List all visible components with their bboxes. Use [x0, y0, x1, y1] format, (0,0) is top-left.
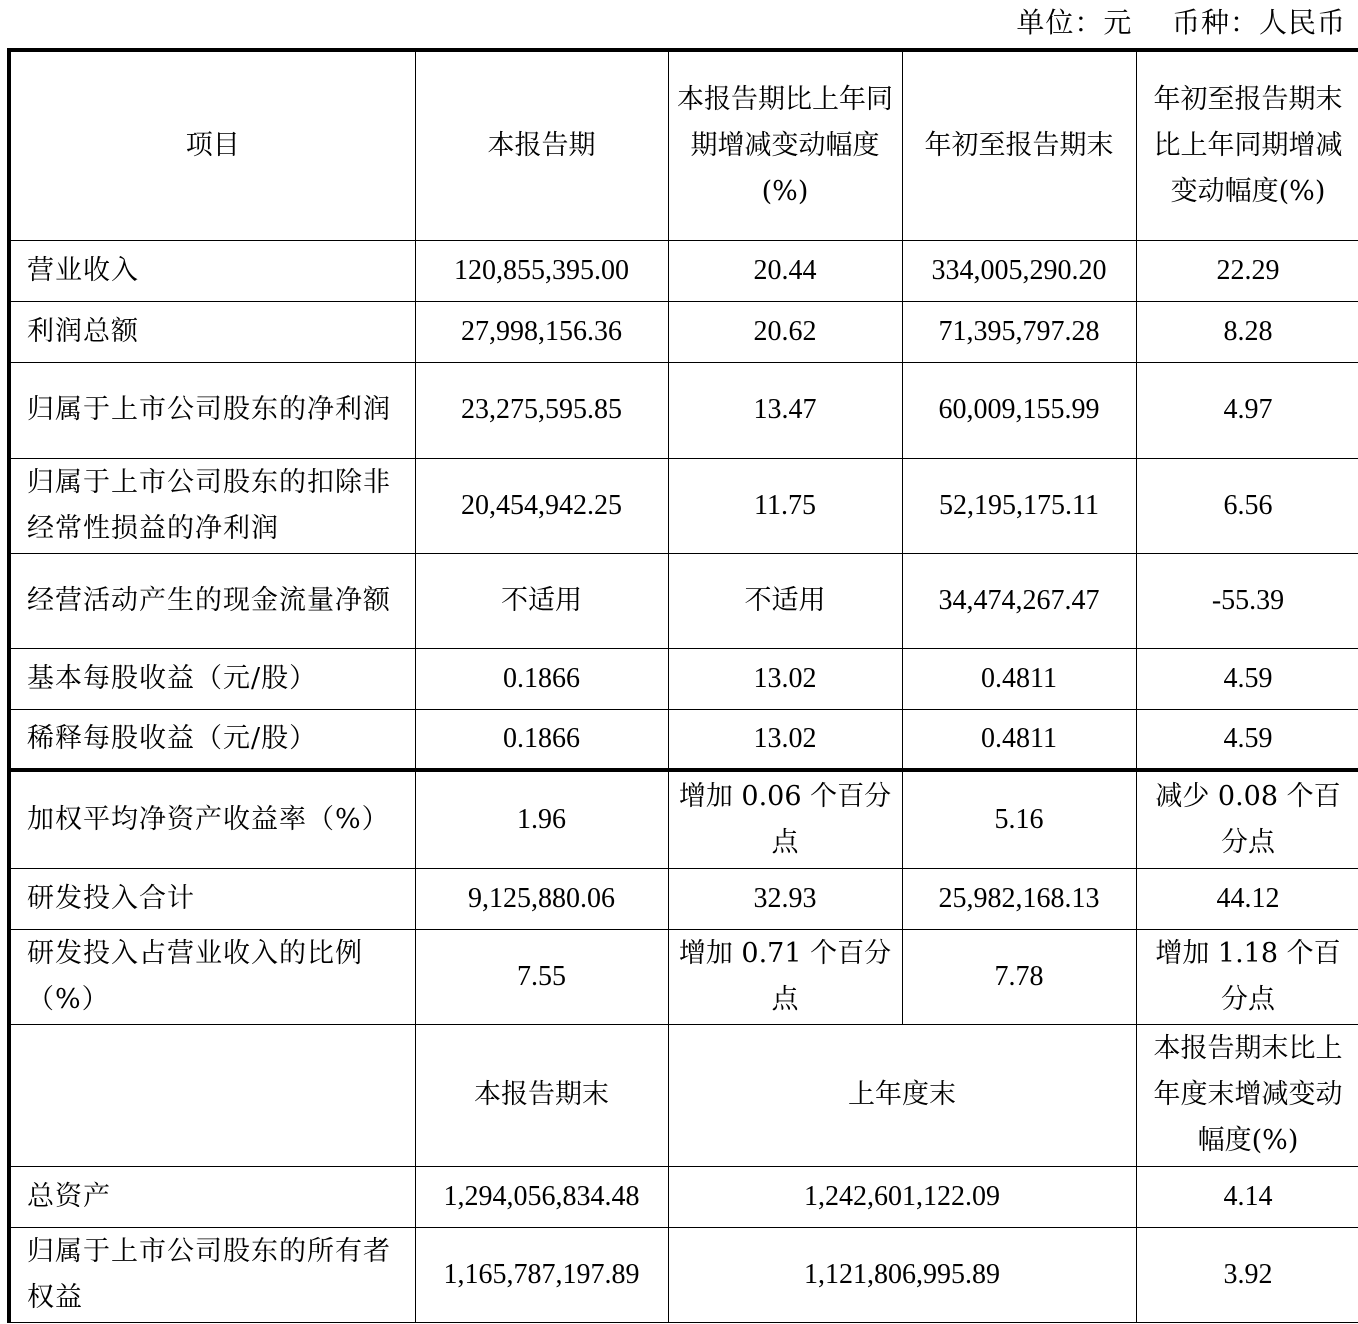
row-current: 7.55	[415, 929, 668, 1024]
row-ytd: 334,005,290.20	[902, 240, 1136, 301]
row-current-change: 不适用	[668, 553, 902, 648]
row-current: 0.1866	[415, 709, 668, 770]
header-current-change: 本报告期比上年同期增减变动幅度(%)	[668, 50, 902, 240]
row-current: 1.96	[415, 770, 668, 868]
row-ytd-change: 8.28	[1136, 301, 1358, 362]
balance-header-row	[9, 1024, 1358, 1166]
row-ytd-change: 22.29	[1136, 240, 1358, 301]
unit-currency-note: 单位：元 币种：人民币	[1016, 6, 1346, 39]
row-current-change: 增加 0.06 个百分点	[668, 770, 902, 868]
table-header-row	[9, 50, 1358, 240]
row-item: 营业收入	[9, 240, 415, 301]
balance-row-item: 总资产	[9, 1166, 415, 1227]
balance-row-change: 3.92	[1136, 1227, 1358, 1322]
row-current-change: 32.93	[668, 868, 902, 929]
row-current-change: 增加 0.71 个百分点	[668, 929, 902, 1024]
row-current: 9,125,880.06	[415, 868, 668, 929]
row-item: 利润总额	[9, 301, 415, 362]
header-current-period: 本报告期	[415, 50, 668, 240]
row-ytd-change: 44.12	[1136, 868, 1358, 929]
row-ytd: 5.16	[902, 770, 1136, 868]
row-ytd: 7.78	[902, 929, 1136, 1024]
table-row	[9, 240, 1358, 301]
row-item: 基本每股收益（元/股）	[9, 648, 415, 709]
row-ytd-change: 6.56	[1136, 458, 1358, 553]
row-item: 归属于上市公司股东的扣除非经常性损益的净利润	[9, 458, 415, 553]
row-item: 加权平均净资产收益率（%）	[9, 770, 415, 868]
balance-header-period-end: 本报告期末	[415, 1024, 668, 1166]
table-row	[9, 770, 1358, 868]
table-row	[9, 929, 1358, 1024]
row-ytd: 34,474,267.47	[902, 553, 1136, 648]
table-row	[9, 709, 1358, 770]
row-current-change: 20.44	[668, 240, 902, 301]
row-item: 研发投入占营业收入的比例（%）	[9, 929, 415, 1024]
row-ytd: 0.4811	[902, 709, 1136, 770]
row-current: 不适用	[415, 553, 668, 648]
row-ytd-change: 4.59	[1136, 709, 1358, 770]
table-row	[9, 1166, 1358, 1227]
balance-row-prev-year-end: 1,121,806,995.89	[668, 1227, 1136, 1322]
row-ytd: 25,982,168.13	[902, 868, 1136, 929]
balance-row-item: 归属于上市公司股东的所有者权益	[9, 1227, 415, 1322]
row-item: 研发投入合计	[9, 868, 415, 929]
balance-row-period-end: 1,294,056,834.48	[415, 1166, 668, 1227]
row-ytd-change: 4.59	[1136, 648, 1358, 709]
row-current: 120,855,395.00	[415, 240, 668, 301]
row-current-change: 13.02	[668, 709, 902, 770]
header-item: 项目	[9, 50, 415, 240]
row-ytd: 52,195,175.11	[902, 458, 1136, 553]
row-ytd-change: -55.39	[1136, 553, 1358, 648]
balance-header-change: 本报告期末比上年度末增减变动幅度(%)	[1136, 1024, 1358, 1166]
row-ytd-change: 减少 0.08 个百分点	[1136, 770, 1358, 868]
table-row	[9, 362, 1358, 458]
balance-row-prev-year-end: 1,242,601,122.09	[668, 1166, 1136, 1227]
table-row	[9, 648, 1358, 709]
row-ytd: 60,009,155.99	[902, 362, 1136, 458]
header-ytd-change: 年初至报告期末比上年同期增减变动幅度(%)	[1136, 50, 1358, 240]
table-row	[9, 458, 1358, 553]
row-current-change: 11.75	[668, 458, 902, 553]
table-row	[9, 1227, 1358, 1322]
table-row	[9, 301, 1358, 362]
row-current-change: 20.62	[668, 301, 902, 362]
row-current-change: 13.02	[668, 648, 902, 709]
row-current: 27,998,156.36	[415, 301, 668, 362]
balance-row-change: 4.14	[1136, 1166, 1358, 1227]
row-ytd: 0.4811	[902, 648, 1136, 709]
row-current: 23,275,595.85	[415, 362, 668, 458]
row-ytd: 71,395,797.28	[902, 301, 1136, 362]
balance-header-prev-year-end: 上年度末	[668, 1024, 1136, 1166]
financial-data-table	[7, 48, 1358, 1323]
row-ytd-change: 4.97	[1136, 362, 1358, 458]
balance-header-item	[9, 1024, 415, 1166]
row-item: 经营活动产生的现金流量净额	[9, 553, 415, 648]
balance-row-period-end: 1,165,787,197.89	[415, 1227, 668, 1322]
row-item: 归属于上市公司股东的净利润	[9, 362, 415, 458]
row-current-change: 13.47	[668, 362, 902, 458]
table-row	[9, 553, 1358, 648]
row-item: 稀释每股收益（元/股）	[9, 709, 415, 770]
row-current: 20,454,942.25	[415, 458, 668, 553]
table-row	[9, 868, 1358, 929]
header-ytd: 年初至报告期末	[902, 50, 1136, 240]
row-current: 0.1866	[415, 648, 668, 709]
row-ytd-change: 增加 1.18 个百分点	[1136, 929, 1358, 1024]
